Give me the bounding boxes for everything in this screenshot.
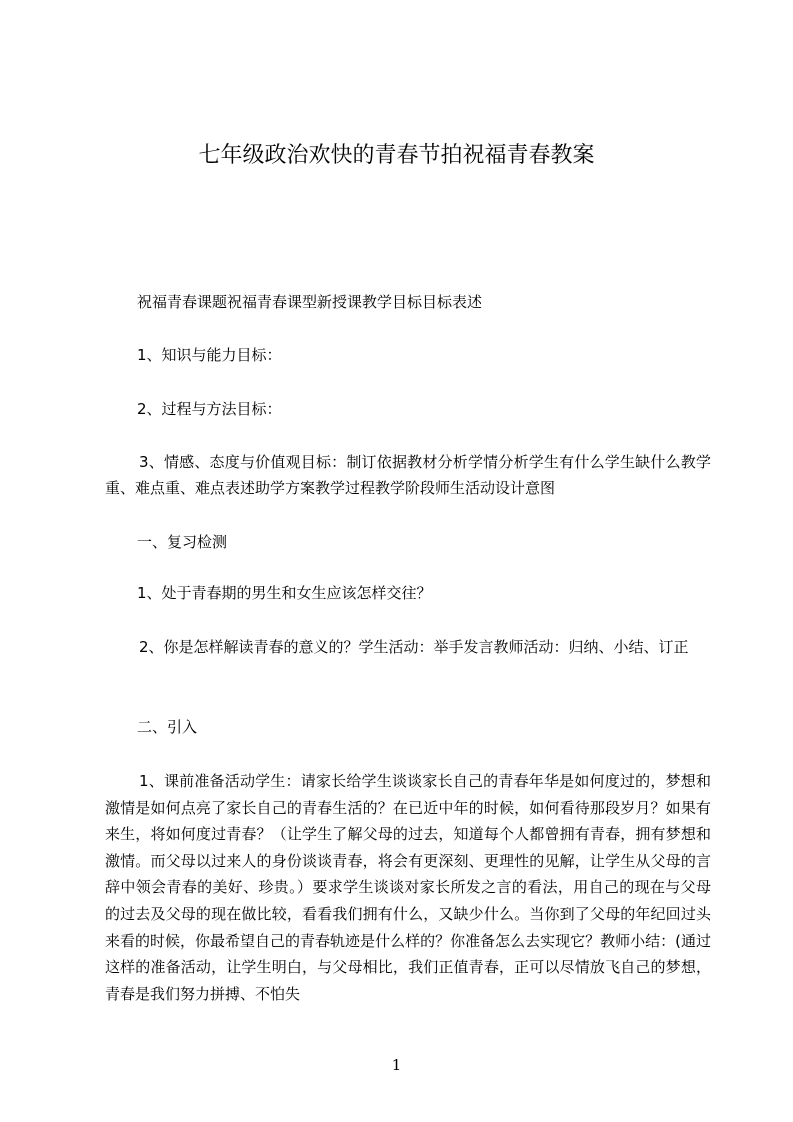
prep-activity-paragraph: 1、课前准备活动学生：请家长给学生谈谈家长自己的青春年华是如何度过的，梦想和激情是如何点亮了家长自己的青春生活的？在已近中年的时候，如何看待那段岁月？如果有来生，将如何度过青春？（让学生了解父母的过去，知道每个人都曾拥有青春，拥有梦想和激情。而父母以过来人的身份谈谈青春，将会有更深刻、更理性的见解，让学生从父母的言辞中领会青春的美好、珍贵。）要求学生谈谈对家长所发之言的看法，用自己的现在与父母的过去及父母的现在做比较，看看我们拥有什么，又缺少什么。当你到了父母的年纪回过头来看的时候，你最希望自己的青春轨迹是什么样的？你准备怎么去实现它？教师小结：(通过这样的准备活动，让学生明白，与父母相比，我们正值青春，正可以尽情放飞自己的梦想，青春是我们努力拼搏、不怕失 xyxy=(105,772,711,1003)
review-question-1: 1、处于青春期的男生和女生应该怎样交往？ xyxy=(137,584,432,602)
goal-process-method: 2、过程与方法目标： xyxy=(137,400,282,418)
section-heading-review: 一、复习检测 xyxy=(137,533,228,551)
goal-knowledge-ability: 1、知识与能力目标： xyxy=(137,346,282,364)
section-heading-intro: 二、引入 xyxy=(137,718,198,736)
page-number: 1 xyxy=(391,1056,402,1074)
document-title: 七年级政治欢快的青春节拍祝福青春教案 xyxy=(198,143,595,168)
review-question-2: 2、你是怎样解读青春的意义的？学生活动：举手发言教师活动：归纳、小结、订正 xyxy=(139,638,689,656)
goal-emotion-attitude: 3、情感、态度与价值观目标：制订依据教材分析学情分析学生有什么学生缺什么教学重、难点重、难点表述助学方案教学过程教学阶段师生活动设计意图 xyxy=(105,453,711,497)
intro-paragraph: 祝福青春课题祝福青春课型新授课教学目标目标表述 xyxy=(137,293,483,311)
